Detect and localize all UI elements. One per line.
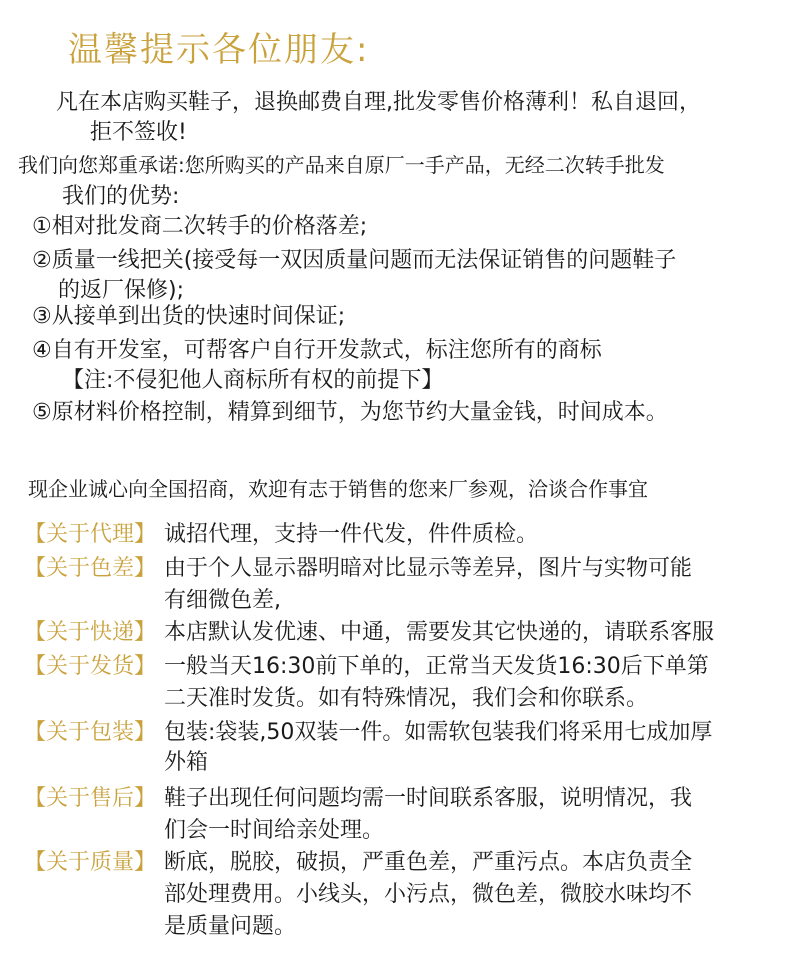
- notice-line: 凡在本店购买鞋子，退换邮费自理,批发零售价格薄利！私自退回，: [56, 90, 701, 115]
- policy-text: 鞋子出现任何问题均需一时间联系客服，说明情况，我: [164, 786, 693, 811]
- policy-text: 二天准时发货。如有特殊情况，我们会和你联系。: [164, 686, 649, 711]
- advantage-item: ②质量一线把关(接受每一双因质量问题而无法保证销售的问题鞋子: [32, 248, 677, 273]
- policy-text: 一般当天16:30前下单的，正常当天发货16:30后下单第: [164, 654, 709, 679]
- advantage-item: ③从接单到出货的快速时间保证;: [32, 304, 346, 329]
- advantage-item: ④自有开发室，可帮客户自行开发款式，标注您所有的商标: [32, 338, 602, 363]
- advantage-item: ⑤原材料价格控制，精算到细节，为您节约大量金钱，时间成本。: [32, 400, 668, 425]
- page-title: 温馨提示各位朋友:: [68, 30, 370, 70]
- policy-text: 断底，脱胶，破损，严重色差，严重污点。本店负责全: [164, 850, 693, 875]
- advantage-note: 【注:不侵犯他人商标所有权的前提下】: [62, 368, 444, 393]
- promise-line: 我们向您郑重承诺:您所购买的产品来自原厂一手产品，无经二次转手批发: [18, 153, 665, 177]
- policy-text: 部处理费用。小线头，小污点，微色差，微胶水味均不: [164, 882, 693, 907]
- policy-text: 是质量问题。: [164, 914, 297, 939]
- advantage-item: ①相对批发商二次转手的价格落差;: [32, 214, 368, 239]
- policy-text: 本店默认发优速、中通，需要发其它快递的，请联系客服: [164, 620, 715, 645]
- policy-tag: 【关于包装】: [24, 720, 157, 745]
- policy-text: 们会一时间给亲处理。: [164, 818, 385, 843]
- policy-tag: 【关于发货】: [24, 654, 157, 679]
- policy-tag: 【关于售后】: [24, 786, 157, 811]
- advantages-heading: 我们的优势:: [62, 184, 180, 209]
- policy-text: 诚招代理，支持一件代发，件件质检。: [164, 522, 539, 547]
- policy-tag: 【关于快递】: [24, 620, 157, 645]
- policy-text: 包装:袋装,50双装一件。如需软包装我们将采用七成加厚: [164, 720, 713, 745]
- policy-text: 外箱: [164, 750, 209, 775]
- policy-text: 由于个人显示器明暗对比显示等差异，图片与实物可能: [164, 556, 693, 581]
- policy-tag: 【关于代理】: [24, 522, 157, 547]
- policy-tag: 【关于质量】: [24, 850, 157, 875]
- policy-text: 有细微色差,: [164, 588, 281, 613]
- advantage-item-cont: 的返厂保修);: [58, 278, 184, 303]
- notice-line: 拒不签收!: [90, 120, 187, 145]
- policy-tag: 【关于色差】: [24, 556, 157, 581]
- invite-line: 现企业诚心向全国招商，欢迎有志于销售的您来厂参观，洽谈合作事宜: [28, 477, 648, 501]
